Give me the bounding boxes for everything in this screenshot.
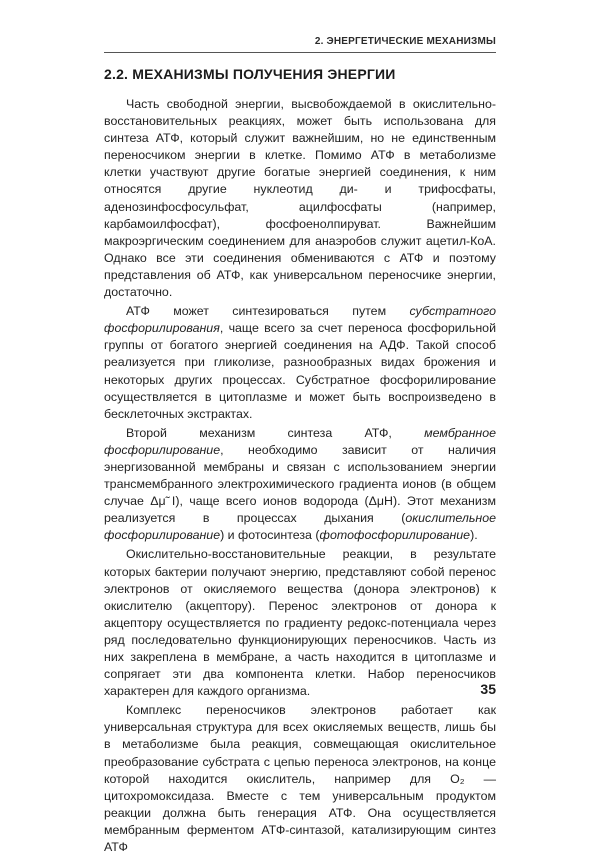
term-oxidative-phosphorylation: окислительное фосфорилирование [104,511,496,543]
term-substrate-phosphorylation: субстратного фосфорилирования [104,304,496,336]
paragraph-4: Окислительно-восстановительные реакции, в результате которых бактерии получают энергию, представляют собой перенос электронов от окисляемого вещества (донора электронов) к окислителю (акцептору). Перенос электронов от донора к акцептору осуществляется по градиенту редокс-потенциала через ряд последовательно функционирующих переносчиков. Часть из них закреплена в мембране, а часть находится в цитоплазме и сопрягает эти два компонента клетки. Набор переносчиков характерен для каждого организма. [104,547,496,699]
paragraph-2-text-1: АТФ может синтезироваться путем [126,304,410,319]
paragraph-1: Часть свободной энергии, высвобождаемой в окислительно-восстановительных реакциях, может быть использована для синтеза АТФ, который служит важнейшим, но не единственным переносчиком энергии в клетке. Помимо АТФ в метаболизме клетки участвуют другие богатые энергией соединения, к ним относятся другие нуклеотид ди- и трифосфаты, аденозинфосфосульфат, ацилфосфаты (например, карбамоилфосфат), фосфоенолпируват. Важнейшим макроэргическим соединением для анаэробов служит ацетил-КоА. Однако все эти соединения обмениваются с АТФ и поэтому представления об АТФ, как универсальном переносчике энергии, достаточно. [104,97,496,300]
paragraph-3 [104,425,496,545]
section-title: 2.2. МЕХАНИЗМЫ ПОЛУЧЕНИЯ ЭНЕРГИИ [104,66,396,82]
body-text [104,96,496,858]
term-membrane-phosphorylation: мембранное фосфорилирование [104,425,496,457]
page-number: 35 [480,681,496,697]
paragraph-2-text-2: , чаще всего за счет переноса фосфорильной группы от богатого энергией соединения на АДФ. Такой способ реализуется при гликолизе, разнообразных видах брожения и некоторых других процессах. Субстратное фосфорилирование осуществляется в цитоплазме и может быть воспроизведено в бесклеточных экстрактах. [104,321,496,421]
paragraph-3-text-4: ). [470,528,478,543]
running-header: 2. ЭНЕРГЕТИЧЕСКИЕ МЕХАНИЗМЫ [314,36,496,47]
header-rule [104,52,496,53]
paragraph-5: Комплекс переносчиков электронов работает как универсальная структура для всех окисляемых веществ, лишь бы в метаболизме была реакция, совмещающая окислительное преобразование субстрата с цепью переноса электронов, на конце которой находится окислитель, например для O₂ — цитохромоксидаза. Вместе с тем универсальным продуктом реакции должна быть генерация АТФ. Она осуществляется мембранным ферментом АТФ-синтазой, катализирующим синтез АТФ [104,703,496,855]
paragraph-3-text-3: ) и фотосинтеза ( [220,528,320,543]
paragraph-3-text-2: , необходимо зависит от наличия энергизованной мембраны и связан с использованием энергии трансмембранного электрохимического градиента ионов (в общем случае Δμ̃ I), чаще всего ионов водорода (ΔμH). Этот механизм реализуется в процессах дыхания ( [104,442,496,526]
term-photophosphorylation: фотофосфорилирование [319,528,471,543]
paragraph-2 [104,303,496,423]
paragraph-3-text-1: Второй механизм синтеза АТФ, [126,425,425,440]
